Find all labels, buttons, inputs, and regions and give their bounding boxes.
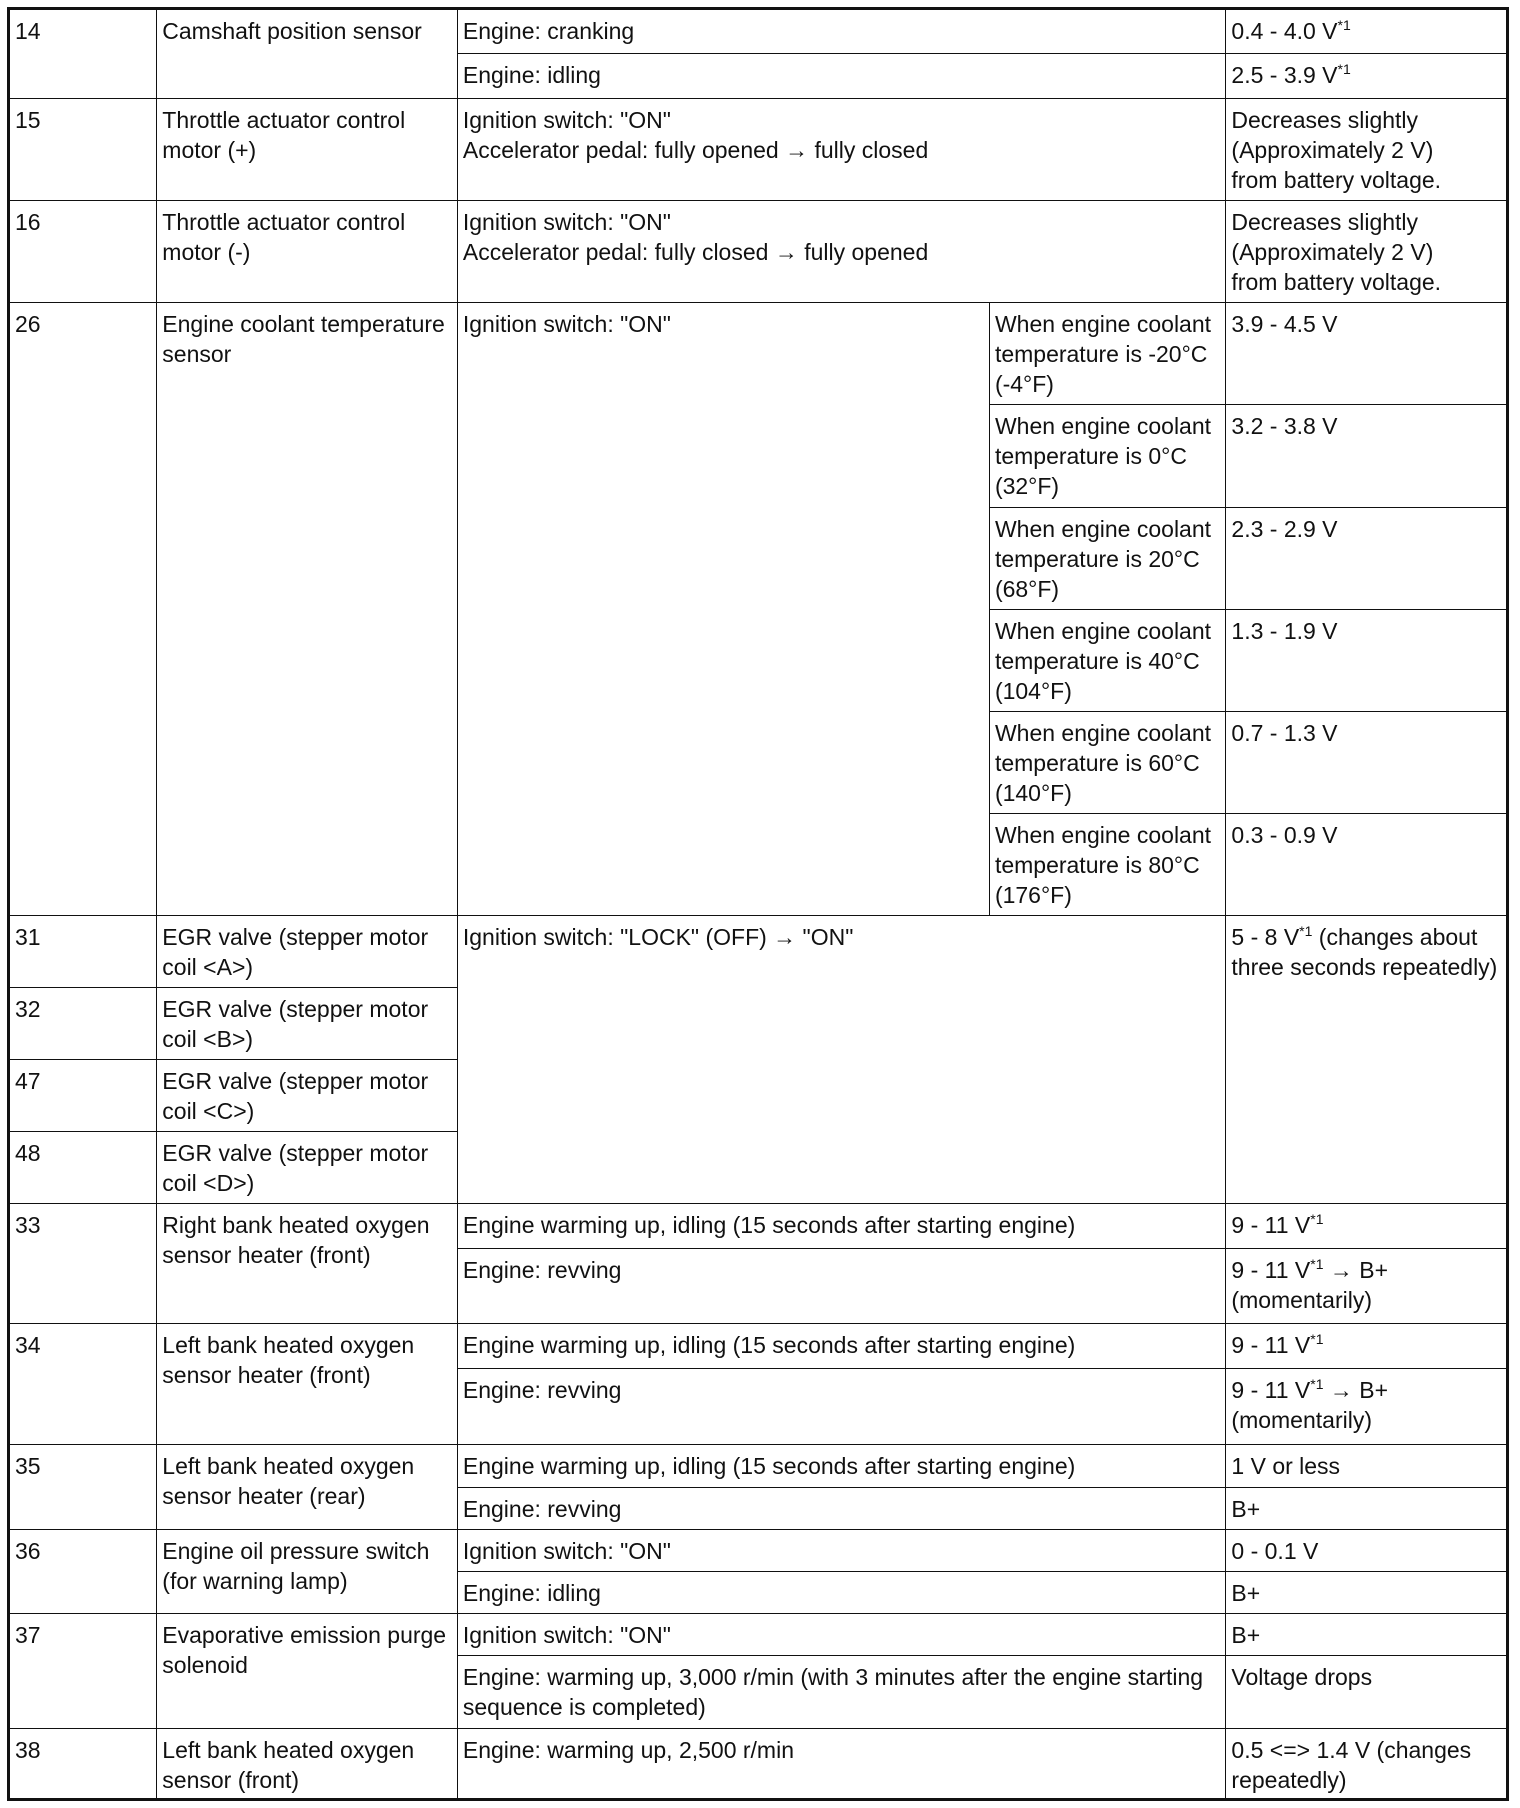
footnote-mark: *1	[1310, 1376, 1324, 1393]
pin-number: 26	[9, 303, 157, 916]
standard-value: 0.7 - 1.3 V	[1226, 711, 1508, 813]
check-condition: Engine warming up, idling (15 seconds after starting engine)	[457, 1324, 1226, 1369]
check-condition: Ignition switch: "ON"	[457, 303, 989, 916]
pin-number: 14	[9, 9, 157, 99]
standard-value: 0.4 - 4.0 $V^{*1}$	[1226, 9, 1508, 54]
pin-number: 34	[9, 1324, 157, 1444]
standard-value: Decreases slightly (Approximately 2 V) from battery voltage.	[1226, 201, 1508, 303]
pin-number: 47	[9, 1060, 157, 1132]
signal-name: EGR valve (stepper motor coil <D>)	[157, 1132, 458, 1204]
standard-value: Voltage drops	[1226, 1655, 1508, 1728]
signal-name: Engine coolant temperature sensor	[157, 303, 458, 916]
temperature-condition: When engine coolant temperature is 0°C (32°F)	[989, 405, 1225, 507]
signal-name: Engine oil pressure switch (for warning lamp)	[157, 1529, 458, 1613]
signal-name: Throttle actuator control motor (-)	[157, 201, 458, 303]
check-condition: Engine: warming up, 2,500 r/min	[457, 1728, 1226, 1799]
standard-value: 1.3 - 1.9 V	[1226, 609, 1508, 711]
check-condition: Ignition switch: "ON" Accelerator pedal: fully opened → fully closed	[457, 99, 1226, 201]
pin-number: 36	[9, 1529, 157, 1613]
check-condition: Ignition switch: "ON" Accelerator pedal: fully closed → fully opened	[457, 201, 1226, 303]
standard-value: 9 - 11 $V^{*1} \to B+$ (momentarily)	[1226, 1249, 1508, 1324]
pin-number: 32	[9, 988, 157, 1060]
table-row	[9, 201, 1508, 303]
table-row	[9, 1324, 1508, 1369]
standard-value: 1 V or less	[1226, 1444, 1508, 1487]
standard-value: 3.2 - 3.8 V	[1226, 405, 1508, 507]
footnote-mark: *1	[1310, 1331, 1324, 1348]
check-condition: Engine: revving	[457, 1487, 1226, 1529]
check-condition: Ignition switch: "ON"	[457, 1529, 1226, 1571]
signal-name: Left bank heated oxygen sensor (front)	[157, 1728, 458, 1799]
pin-number: 33	[9, 1204, 157, 1324]
standard-value: 9 - 11 $V^{*1} \to B+$ (momentarily)	[1226, 1369, 1508, 1444]
signal-name: EGR valve (stepper motor coil <B>)	[157, 988, 458, 1060]
signal-name: EGR valve (stepper motor coil <A>)	[157, 915, 458, 987]
table-row	[9, 1613, 1508, 1655]
signal-name: Left bank heated oxygen sensor heater (front)	[157, 1324, 458, 1444]
temperature-condition: When engine coolant temperature is 20°C (68°F)	[989, 507, 1225, 609]
standard-value: 0.5 <=> 1.4 V (changes repeatedly)	[1226, 1728, 1508, 1799]
table-row	[9, 1204, 1508, 1249]
terminal-voltage-table	[7, 7, 1509, 1801]
check-condition: Engine: cranking	[457, 9, 1226, 54]
temperature-condition: When engine coolant temperature is 60°C (140°F)	[989, 711, 1225, 813]
check-condition: Ignition switch: "LOCK" (OFF) → "ON"	[457, 915, 1226, 1203]
temperature-condition: When engine coolant temperature is 80°C (176°F)	[989, 813, 1225, 915]
table-row	[9, 9, 1508, 54]
signal-name: Throttle actuator control motor (+)	[157, 99, 458, 201]
check-condition: Engine warming up, idling (15 seconds after starting engine)	[457, 1204, 1226, 1249]
standard-value: 3.9 - 4.5 V	[1226, 303, 1508, 405]
pin-number: 16	[9, 201, 157, 303]
check-condition: Ignition switch: "ON"	[457, 1613, 1226, 1655]
standard-value: 9 - 11 $V^{*1}$	[1226, 1324, 1508, 1369]
standard-value: B+	[1226, 1487, 1508, 1529]
check-condition: Engine: warming up, 3,000 r/min (with 3 minutes after the engine starting sequence is completed)	[457, 1655, 1226, 1728]
temperature-condition: When engine coolant temperature is -20°C (-4°F)	[989, 303, 1225, 405]
check-condition: Engine: revving	[457, 1369, 1226, 1444]
temperature-condition: When engine coolant temperature is 40°C (104°F)	[989, 609, 1225, 711]
standard-value: B+	[1226, 1571, 1508, 1613]
pin-number: 48	[9, 1132, 157, 1204]
standard-value: Decreases slightly (Approximately 2 V) from battery voltage.	[1226, 99, 1508, 201]
pin-number: 37	[9, 1613, 157, 1728]
standard-value: 0.3 - 0.9 V	[1226, 813, 1508, 915]
footnote-mark: *1	[1310, 1211, 1324, 1228]
signal-name: Evaporative emission purge solenoid	[157, 1613, 458, 1728]
footnote-mark: *1	[1299, 922, 1313, 939]
table-row	[9, 915, 1508, 987]
check-condition: Engine warming up, idling (15 seconds after starting engine)	[457, 1444, 1226, 1487]
standard-value: 0 - 0.1 V	[1226, 1529, 1508, 1571]
table-row	[9, 1529, 1508, 1571]
signal-name: Right bank heated oxygen sensor heater (front)	[157, 1204, 458, 1324]
pin-number: 15	[9, 99, 157, 201]
table-row	[9, 99, 1508, 201]
signal-name: Left bank heated oxygen sensor heater (rear)	[157, 1444, 458, 1529]
pin-number: 35	[9, 1444, 157, 1529]
signal-name: Camshaft position sensor	[157, 9, 458, 99]
table-row	[9, 303, 1508, 405]
standard-value: B+	[1226, 1613, 1508, 1655]
standard-value: 2.3 - 2.9 V	[1226, 507, 1508, 609]
pin-number: 38	[9, 1728, 157, 1799]
pin-number: 31	[9, 915, 157, 987]
check-condition: Engine: revving	[457, 1249, 1226, 1324]
standard-value: 5 - 8 $V^{*1}$ (changes about three seconds repeatedly)	[1226, 915, 1508, 1203]
standard-value: 9 - 11 $V^{*1}$	[1226, 1204, 1508, 1249]
footnote-mark: *1	[1337, 61, 1351, 78]
check-condition: Engine: idling	[457, 54, 1226, 99]
footnote-mark: *1	[1337, 17, 1351, 33]
signal-name: EGR valve (stepper motor coil <C>)	[157, 1060, 458, 1132]
spec-sheet	[7, 7, 1509, 1801]
table-row	[9, 1444, 1508, 1487]
standard-value: 2.5 - 3.9 $V^{*1}$	[1226, 54, 1508, 99]
footnote-mark: *1	[1310, 1256, 1324, 1273]
check-condition: Engine: idling	[457, 1571, 1226, 1613]
table-row	[9, 1728, 1508, 1799]
